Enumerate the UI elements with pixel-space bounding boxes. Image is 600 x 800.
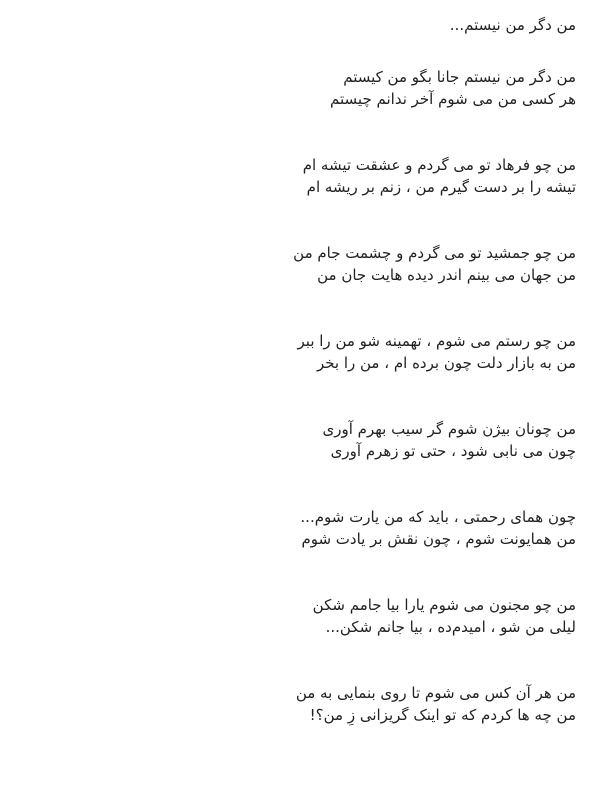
stanza-line: تیشه را بر دست گیرم من ، زنم بر ریشه ام	[306, 178, 576, 196]
stanza-line: من همایونت شوم ، چون نقش بر یادت شوم	[301, 530, 576, 548]
stanza-line: من هر آن کس می شوم تا روی بنمایی به من	[295, 684, 576, 702]
poem-title: من دگر من نیستم...	[449, 16, 576, 34]
stanza-4	[24, 330, 576, 374]
stanza-line: من چو فرهاد تو می گردم و عشقت تیشه ام	[302, 156, 576, 174]
stanza-6	[24, 506, 576, 550]
stanza-3	[24, 242, 576, 286]
stanza-line: چون همای رحمتی ، باید که من یارت شوم...	[300, 508, 576, 526]
stanza-5	[24, 418, 576, 462]
stanza-line: من دگر من نیستم جانا بگو من کیستم	[343, 68, 576, 86]
stanza-line: چون ‌می نابی شود ، حتی تو زهرم آوری	[330, 442, 576, 460]
stanza-line: هر کسی من می شوم آخر ندانم چیستم	[330, 90, 576, 108]
stanza-8	[24, 682, 576, 726]
stanza-line: من چو مجنون می شوم یارا بیا جامم شکن	[312, 596, 576, 614]
stanza-line: من چونان بیژن شوم گر سیب بهرم آوری	[322, 420, 576, 438]
stanza-line: من چو جمشید تو می گردم و چشمت جام من	[293, 244, 576, 262]
stanza-1	[24, 66, 576, 110]
stanza-line: من به بازار دلت چون برده ام ، من را بخر	[316, 354, 576, 372]
stanza-line: لیلی من شو ، امیدم‌ده ، بیا جانم شکن...	[325, 618, 576, 636]
stanza-line: من جهان می بینم اندر دیده هایت جان من	[317, 266, 576, 284]
stanza-2	[24, 154, 576, 198]
stanza-7	[24, 594, 576, 638]
stanza-line: من چه ها کردم که تو اینک گریزانی زِ من؟!	[309, 706, 576, 724]
stanza-line: من چو رستم می شوم ، تهمینه شو من را ببر	[297, 332, 576, 350]
